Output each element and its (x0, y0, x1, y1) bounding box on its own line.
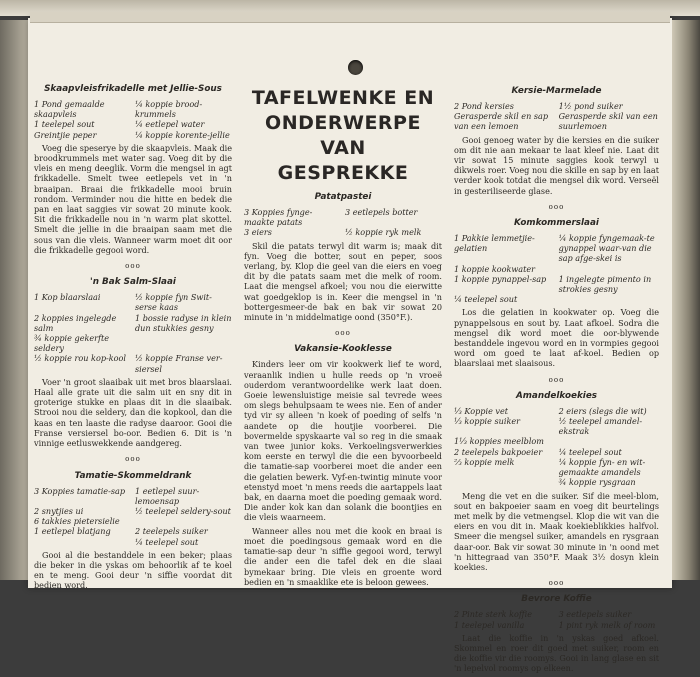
ingredient: ½ koppie rou kop-kool (34, 353, 126, 364)
recipe-method: Laat die koffie in 'n yskas goed afkoel. Skommel en roer dit goed met suiker, room en die koffie vir die roomys. Gooi in lang glase en sit 'n lepelvol roomys op elkeen. (454, 632, 659, 674)
recipe-method: Skil die patats terwyl dit warm is; maak dit fyn. Voeg die botter, sout en peper, soos verlang, by. Klop die geel van die eiers en voeg dit by die patats saam met die melk of room. Laat die mengsel afkoel; vou nou die eierwitte wat goedgeklop is in. Keer die mengsel in 'n bottergesmeer-de bak en bak vir sowat 20 minute in 'n middelmatige oond (350°F.). (244, 240, 442, 323)
recipe-title: Komkommerslaai (514, 218, 599, 229)
recipe-method: Gooi genoeg water by die kersies en die suiker om dit nie aan mekaar te laat kleef nie. Laat dit vir sowat 15 minute saggies kook terwyl u dikwels roer. Voeg nou die skille en sap by en laat verder kook totdat die mengsel dik word. Verseël in gesteriliseerde glase. (454, 134, 659, 196)
right-page-edge (672, 20, 700, 580)
ingredient: 1 teelepel sout (34, 119, 95, 130)
ingredient: ¼ teelepel sout (558, 446, 622, 457)
ingredient: 1 bossie radyse in klein dun stukkies gesny (134, 312, 232, 333)
ingredient-row (454, 447, 659, 457)
heading-line: GESPREKKE (277, 162, 409, 184)
ingredient: 2 Pond kersies (454, 101, 514, 111)
column-middle (244, 86, 442, 590)
ingredient-row (34, 119, 232, 129)
ingredient-row (454, 264, 659, 274)
ingredient-row (454, 609, 659, 619)
ingredient (34, 537, 131, 547)
ingredient-row (34, 516, 232, 526)
ingredient: ¼ koppie fyn- en wit-gemaakte amandels (558, 456, 646, 478)
recipe-title: Amandelkoekies (515, 390, 598, 401)
recipe-method: Voer 'n groot slaaibak uit met bros blaarslaai. Haal alle grate uit die salm uit en sny dit in groterige stukke en plaas dit in die slaaibak. Strooi nou die seldery, dan die kopkool, dan die kaas en ten laaste die radyse daaroor. Gooi die Franse versiersel bo-oor. Bedien 6. Dit is 'n vinnige eetluswekkende aandgereg. (34, 376, 232, 449)
ingredient: 1 teelepel vanilla (454, 619, 525, 630)
hanging-hole (348, 60, 363, 75)
divider: ooo (125, 455, 141, 464)
ingredient (559, 436, 659, 446)
ingredient: 1 koppie pynappel-sap (454, 273, 547, 284)
ingredient (454, 477, 554, 487)
divider: ooo (548, 202, 565, 211)
ingredient: ½ koppie fyn Swit-serse kaas (134, 292, 212, 313)
ingredient-row (454, 416, 659, 436)
ingredient: 2 teelepels suiker (134, 526, 208, 537)
ingredient: 1 eetlepel suur-lemoensap (134, 485, 200, 506)
ingredient-list (454, 609, 659, 629)
ingredient: 2 koppies ingelegde salm (34, 312, 117, 333)
ingredient: 2 teelepels bakpoeier (454, 446, 543, 457)
ingredient: ⅓ Koppie vet (454, 405, 509, 416)
ingredient-row (454, 294, 659, 304)
column-right (454, 80, 659, 677)
recipe-title: Patatpastei (314, 192, 372, 202)
ingredient-row (454, 620, 659, 630)
divider: ooo (548, 579, 565, 588)
ingredient: ¼ koppie fyngemaak-te gynappel waar-van die sap afge-skei is (558, 233, 655, 264)
ingredient (559, 294, 659, 304)
recipe-title: Tamatie-Skommeldrank (74, 470, 192, 481)
ingredient: ⅔ koppie melk (454, 456, 515, 467)
ingredient: 1⅓ koppies meelblom (454, 436, 544, 447)
ingredient-list (34, 486, 232, 547)
recipe-method: Meng die vet en die suiker. Sif die meel-blom, sout en bakpoeier saam en voeg dit beurtelings met melk by die vetmengsel. Klop die wit van die eiers en vou dit in. Maak koekieblikkies halfvol. Smeer die mengsel suiker, amandels en rysgraan daar-oor. Bak vir sowat 30 minute in 'n oond met 'n hittegraad van 350°F. Maak 3½ dosyn klein koekies. (454, 490, 659, 572)
ingredient-row (454, 233, 659, 264)
ingredient: ¾ koppie gekerfte seldery (34, 333, 110, 354)
ingredient: Gerasperde skil van een suurlemoen (558, 111, 658, 132)
ingredient-row (34, 486, 232, 506)
heading-line: ONDERWERPE (265, 112, 421, 134)
ingredient-list (454, 233, 659, 304)
recipe-method: Gooi al die bestanddele in een beker; plaas die beker in die yskas om behoorlik af te koel en te meng. Gooi deur 'n siffie voordat dit bedien word. (34, 549, 232, 591)
ingredient: 3 eiers (244, 227, 272, 238)
recipe-method: Voeg die speserye by die skaapvleis. Maak die broodkrummels met water sag. Voeg dit by die vleis en meng deeglik. Vorm die mengsel in agt frikkadelle. Smelt twee eetlepels vet in 'n braaipan. Braai die frikkadelle mooi bruin rondom. Verminder nou die hitte en bedek die pan en laat saggies vir sowat 20 minute kook. Sit die frikkadelle nou in 'n warm plat skottel. Smelt die jellie in die braaipan saam met die sous van die vleis. Wanneer warm moet dit oor die frikkadelle gegooi word. (34, 142, 232, 255)
ingredient-row (454, 406, 659, 416)
ingredient-row (34, 313, 232, 333)
ingredient-row (244, 227, 442, 237)
ingredient: 3 Koppies fynge-maakte patats (244, 207, 313, 228)
ingredient: 3 Koppies tamatie-sap (34, 485, 125, 496)
ingredient: ½ teelepel amandel-ekstrak (558, 416, 643, 437)
ingredient: ½ koppie Franse ver-siersel (134, 353, 223, 374)
ingredient-row (34, 333, 232, 353)
ingredient: 6 takkies pietersielie (34, 516, 120, 527)
ingredient-row (454, 477, 659, 487)
ingredient-list (34, 99, 232, 140)
ingredient (135, 333, 232, 353)
divider: ooo (125, 262, 141, 271)
recipe-title: Bevrore Koffie (521, 594, 592, 605)
ingredient-list (244, 207, 442, 238)
ingredient-list (34, 292, 232, 374)
ingredient-row (244, 207, 442, 227)
ingredient: 3 eetlepels suiker (558, 609, 632, 620)
ingredient-row (454, 457, 659, 477)
page-heading (244, 86, 442, 186)
article-paragraph: Kinders leer om vir kookwerk lief te word, veraanlik indien u hulle reeds op 'n vroeë ouderdom verantwoordelike werk laat doen. Goeie lewensluistige meisie sal tevrede wees om slegs behulpsaam te wees nie. Een of ander tyd vir sy alleen 'n koek of poeding of selfs 'n aandete op die houtjie voorberei. Die bovermelde spyskaarte val so reg in die smaak van twee junior koks. Verkoelingsverwerkies kom eerste en terwyl die die een byvoorbeeld die tamatie-sap voorberei moet die ander een die gelatien bewerk. Vyf-en-twintig minute voor etenstyd moet 'n mens reeds die aartappels laat bak, en daarna moet die poeding gemaak word. Die ander kok kan dan solank die boontjies en die vleis waarneem. (244, 359, 442, 523)
column-left (34, 78, 232, 594)
ingredient: 1 Kop blaarslaai (34, 292, 101, 303)
ingredient: ¼ koppie korente-jellie (134, 129, 230, 140)
ingredient: ½ teelepel seldery-sout (134, 505, 231, 516)
ingredient: Greintjie peper (34, 129, 97, 140)
ingredient: ¼ teelepel sout (454, 294, 518, 305)
ingredient: ⅓ koppie suiker (454, 416, 521, 427)
divider: ooo (548, 375, 565, 384)
ingredient-row (454, 111, 659, 131)
spiral-binding (30, 12, 670, 23)
ingredient: 1 pint ryk melk of room (558, 619, 656, 630)
ingredient: 2 snytjies ui (34, 505, 84, 516)
ingredient-row (34, 506, 232, 516)
ingredient: ¼ teelepel sout (134, 536, 199, 547)
ingredient: 3 eetlepels botter (344, 207, 418, 217)
ingredient: 2 Pinte sterk koffie (454, 609, 533, 620)
recipe-title: Kersie-Marmelade (511, 86, 602, 96)
ingredient: 1 koppie kookwater (454, 263, 536, 274)
ingredient-row (454, 274, 659, 294)
ingredient: 2 eiers (slegs die wit) (558, 405, 647, 416)
ingredient: 1 eetlepel blatjang (34, 526, 111, 537)
recipe-method: Los die gelatien in kookwater op. Voeg die pynappelsous en sout by. Laat afkoel. Sodra die mengsel dik word moet die oor-blywende bestanddele ingevou word en in vormpies gegooi word om goed te laat af-koel. Bedien op blaarslaai met slaaisous. (454, 307, 659, 369)
divider: ooo (335, 329, 351, 338)
ingredient-row (34, 526, 232, 536)
heading-line: TAFELWENKE EN (251, 87, 435, 109)
ingredient: 1½ pond suiker (558, 101, 623, 111)
ingredient-row (34, 130, 232, 140)
ingredient-row (34, 537, 232, 547)
ingredient-list (454, 101, 659, 132)
ingredient: 1 ingelegte pimento in strokies gesny (558, 273, 652, 295)
ingredient: ¾ koppie rysgraan (558, 477, 636, 488)
ingredient: ½ koppie ryk melk (344, 227, 422, 238)
ingredient: Gerasperde skil en sap van een lemoen (454, 111, 549, 132)
ingredient: ¼ koppie brood-krummels (134, 99, 203, 120)
article-paragraph: Wanneer alles nou met die kook en braai is moet die poedingsous gemaak word en die tamatie-sap deur 'n siffie gegooi word, terwyl die ander een die tafel dek en die slaai bymekaar bring. Die vleis en groente word bedien en 'n smaaklike ete is beloon gewees. (244, 525, 442, 587)
recipe-title: 'n Bak Salm-Slaai (90, 277, 176, 288)
section-title: Vakansie-Kooklesse (294, 344, 392, 355)
ingredient-row (454, 436, 659, 446)
recipe-title: Skaapvleisfrikadelle met Jellie-Sous (44, 84, 222, 94)
ingredient: 1 Pond gemaalde skaapvleis (34, 99, 105, 120)
ingredient (559, 264, 659, 274)
ingredient: ¼ eetlepel water (134, 119, 205, 130)
left-page-edge (0, 20, 28, 580)
ingredient: 1 Pakkie lemmetjie-gelatien (454, 233, 535, 254)
heading-line: VAN (320, 137, 366, 159)
ingredient-row (454, 101, 659, 111)
ingredient-row (34, 353, 232, 373)
ingredient-row (34, 99, 232, 119)
ingredient-row (34, 292, 232, 312)
ingredient-list (454, 406, 659, 488)
ingredient (135, 516, 232, 526)
